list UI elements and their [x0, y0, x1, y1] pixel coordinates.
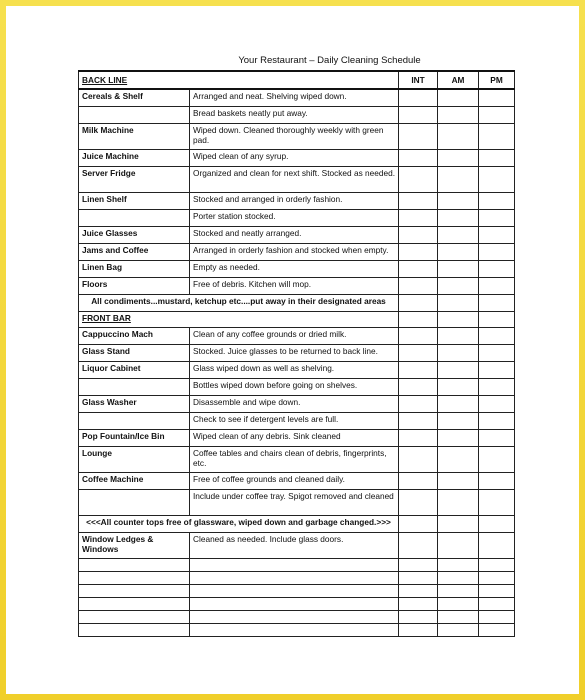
cleaning-schedule-table	[78, 70, 515, 637]
pm-check-cell	[479, 210, 515, 227]
pm-check-cell	[479, 312, 515, 328]
int-check-cell	[399, 295, 438, 312]
pm-check-cell	[479, 244, 515, 261]
am-check-cell	[438, 379, 479, 396]
int-check-cell	[399, 210, 438, 227]
area-cell	[79, 210, 190, 227]
area-cell: Liquor Cabinet	[79, 362, 190, 379]
pm-check-cell	[479, 227, 515, 244]
table-row	[79, 379, 515, 396]
table-row	[79, 533, 515, 559]
task-cell: Bread baskets neatly put away.	[190, 107, 399, 124]
area-cell	[79, 572, 190, 585]
am-check-cell	[438, 533, 479, 559]
am-check-cell	[438, 89, 479, 107]
pm-check-cell	[479, 362, 515, 379]
int-check-cell	[399, 624, 438, 637]
area-cell: Coffee Machine	[79, 473, 190, 490]
table-row	[79, 227, 515, 244]
am-check-cell	[438, 611, 479, 624]
area-cell	[79, 490, 190, 516]
table-row	[79, 345, 515, 362]
area-cell: Glass Stand	[79, 345, 190, 362]
area-cell: Linen Shelf	[79, 193, 190, 210]
int-check-cell	[399, 362, 438, 379]
am-check-cell	[438, 261, 479, 278]
am-check-cell	[438, 295, 479, 312]
int-check-cell	[399, 430, 438, 447]
int-check-cell	[399, 447, 438, 473]
int-check-cell	[399, 611, 438, 624]
am-check-cell	[438, 107, 479, 124]
int-check-cell	[399, 345, 438, 362]
table-row	[79, 396, 515, 413]
am-check-cell	[438, 124, 479, 150]
back-line-note-row	[79, 295, 515, 312]
blank-row	[79, 572, 515, 585]
area-cell: Pop Fountain/Ice Bin	[79, 430, 190, 447]
am-check-cell	[438, 598, 479, 611]
am-check-cell	[438, 413, 479, 430]
pm-check-cell	[479, 379, 515, 396]
pm-check-cell	[479, 533, 515, 559]
blank-row	[79, 559, 515, 572]
area-cell	[79, 624, 190, 637]
task-cell	[190, 572, 399, 585]
task-cell: Wiped clean of any syrup.	[190, 150, 399, 167]
task-cell: Cleaned as needed. Include glass doors.	[190, 533, 399, 559]
int-check-cell	[399, 559, 438, 572]
table-row	[79, 193, 515, 210]
task-cell: Stocked and arranged in orderly fashion.	[190, 193, 399, 210]
blank-row	[79, 624, 515, 637]
pm-check-cell	[479, 89, 515, 107]
table-row	[79, 244, 515, 261]
table-row	[79, 430, 515, 447]
pm-check-cell	[479, 413, 515, 430]
am-check-cell	[438, 447, 479, 473]
task-cell: Disassemble and wipe down.	[190, 396, 399, 413]
blank-row	[79, 611, 515, 624]
area-cell: Floors	[79, 278, 190, 295]
table-row	[79, 261, 515, 278]
task-cell	[190, 611, 399, 624]
pm-check-cell	[479, 447, 515, 473]
int-check-cell	[399, 396, 438, 413]
pm-check-cell	[479, 490, 515, 516]
front-bar-note-row-text: <<<All counter tops free of glassware, wiped down and garbage changed.>>>	[79, 516, 399, 533]
int-check-cell	[399, 107, 438, 124]
task-cell: Free of debris. Kitchen will mop.	[190, 278, 399, 295]
task-cell: Arranged and neat. Shelving wiped down.	[190, 89, 399, 107]
pm-check-cell	[479, 295, 515, 312]
int-check-cell	[399, 278, 438, 295]
section-header-front-bar: FRONT BAR	[79, 312, 399, 328]
am-check-cell	[438, 473, 479, 490]
am-check-cell	[438, 362, 479, 379]
int-check-cell	[399, 312, 438, 328]
front-bar-section-row	[79, 312, 515, 328]
int-check-cell	[399, 227, 438, 244]
pm-check-cell	[479, 559, 515, 572]
pm-check-cell	[479, 150, 515, 167]
int-check-cell	[399, 598, 438, 611]
table-row	[79, 107, 515, 124]
area-cell: Jams and Coffee	[79, 244, 190, 261]
am-check-cell	[438, 430, 479, 447]
task-cell: Include under coffee tray. Spigot removed and cleaned	[190, 490, 399, 516]
pm-check-cell	[479, 261, 515, 278]
am-check-cell	[438, 490, 479, 516]
am-check-cell	[438, 345, 479, 362]
table-row	[79, 278, 515, 295]
section-header-back-line: BACK LINE	[79, 71, 399, 89]
int-check-cell	[399, 244, 438, 261]
area-cell: Lounge	[79, 447, 190, 473]
task-cell: Coffee tables and chairs clean of debris, fingerprints, etc.	[190, 447, 399, 473]
pm-check-cell	[479, 124, 515, 150]
area-cell	[79, 107, 190, 124]
am-check-cell	[438, 516, 479, 533]
table-row	[79, 167, 515, 193]
table-row	[79, 328, 515, 345]
pm-check-cell	[479, 278, 515, 295]
int-check-cell	[399, 585, 438, 598]
int-check-cell	[399, 150, 438, 167]
task-cell	[190, 559, 399, 572]
task-cell: Wiped clean of any debris. Sink cleaned	[190, 430, 399, 447]
task-cell: Arranged in orderly fashion and stocked when empty.	[190, 244, 399, 261]
document-sheet	[6, 6, 579, 694]
am-check-cell	[438, 396, 479, 413]
task-cell: Wiped down. Cleaned thoroughly weekly with green pad.	[190, 124, 399, 150]
task-cell: Stocked. Juice glasses to be returned to back line.	[190, 345, 399, 362]
pm-check-cell	[479, 473, 515, 490]
area-cell: Server Fridge	[79, 167, 190, 193]
am-check-cell	[438, 227, 479, 244]
task-cell: Glass wiped down as well as shelving.	[190, 362, 399, 379]
table-row	[79, 89, 515, 107]
area-cell	[79, 585, 190, 598]
int-check-cell	[399, 124, 438, 150]
int-check-cell	[399, 516, 438, 533]
pm-check-cell	[479, 328, 515, 345]
pm-check-cell	[479, 611, 515, 624]
area-cell: Linen Bag	[79, 261, 190, 278]
back-line-note-row-text: All condiments...mustard, ketchup etc....put away in their designated areas	[79, 295, 399, 312]
int-check-cell	[399, 572, 438, 585]
am-check-cell	[438, 328, 479, 345]
am-check-cell	[438, 210, 479, 227]
table-row	[79, 413, 515, 430]
task-cell	[190, 585, 399, 598]
am-check-cell	[438, 150, 479, 167]
area-cell	[79, 598, 190, 611]
int-check-cell	[399, 490, 438, 516]
am-check-cell	[438, 624, 479, 637]
int-check-cell	[399, 89, 438, 107]
pm-check-cell	[479, 167, 515, 193]
am-check-cell	[438, 167, 479, 193]
header-row	[79, 71, 515, 89]
table-row	[79, 490, 515, 516]
area-cell: Cereals & Shelf	[79, 89, 190, 107]
pm-check-cell	[479, 396, 515, 413]
task-cell: Clean of any coffee grounds or dried milk.	[190, 328, 399, 345]
int-check-cell	[399, 473, 438, 490]
task-cell: Stocked and neatly arranged.	[190, 227, 399, 244]
int-check-cell	[399, 533, 438, 559]
area-cell	[79, 611, 190, 624]
area-cell	[79, 413, 190, 430]
int-check-cell	[399, 167, 438, 193]
area-cell: Window Ledges & Windows	[79, 533, 190, 559]
pm-check-cell	[479, 193, 515, 210]
table-row	[79, 210, 515, 227]
area-cell	[79, 379, 190, 396]
int-check-cell	[399, 379, 438, 396]
pm-check-cell	[479, 585, 515, 598]
column-header-int: INT	[399, 71, 438, 89]
task-cell: Bottles wiped down before going on shelves.	[190, 379, 399, 396]
am-check-cell	[438, 312, 479, 328]
area-cell: Juice Machine	[79, 150, 190, 167]
area-cell: Glass Washer	[79, 396, 190, 413]
am-check-cell	[438, 244, 479, 261]
area-cell	[79, 559, 190, 572]
blank-row	[79, 585, 515, 598]
int-check-cell	[399, 328, 438, 345]
task-cell: Check to see if detergent levels are full.	[190, 413, 399, 430]
column-header-am: AM	[438, 71, 479, 89]
schedule-body	[79, 89, 515, 637]
table-row	[79, 447, 515, 473]
column-header-pm: PM	[479, 71, 515, 89]
int-check-cell	[399, 261, 438, 278]
am-check-cell	[438, 559, 479, 572]
am-check-cell	[438, 193, 479, 210]
pm-check-cell	[479, 572, 515, 585]
am-check-cell	[438, 572, 479, 585]
pm-check-cell	[479, 345, 515, 362]
pm-check-cell	[479, 107, 515, 124]
table-row	[79, 150, 515, 167]
blank-row	[79, 598, 515, 611]
table-row	[79, 473, 515, 490]
task-cell: Organized and clean for next shift. Stocked as needed.	[190, 167, 399, 193]
task-cell	[190, 598, 399, 611]
area-cell: Juice Glasses	[79, 227, 190, 244]
int-check-cell	[399, 413, 438, 430]
document-title: Your Restaurant – Daily Cleaning Schedule	[238, 55, 421, 66]
task-cell: Free of coffee grounds and cleaned daily.	[190, 473, 399, 490]
task-cell	[190, 624, 399, 637]
front-bar-note-row	[79, 516, 515, 533]
pm-check-cell	[479, 624, 515, 637]
pm-check-cell	[479, 516, 515, 533]
table-row	[79, 124, 515, 150]
pm-check-cell	[479, 430, 515, 447]
int-check-cell	[399, 193, 438, 210]
task-cell: Porter station stocked.	[190, 210, 399, 227]
pm-check-cell	[479, 598, 515, 611]
am-check-cell	[438, 585, 479, 598]
table-row	[79, 362, 515, 379]
area-cell: Cappuccino Mach	[79, 328, 190, 345]
task-cell: Empty as needed.	[190, 261, 399, 278]
am-check-cell	[438, 278, 479, 295]
area-cell: Milk Machine	[79, 124, 190, 150]
